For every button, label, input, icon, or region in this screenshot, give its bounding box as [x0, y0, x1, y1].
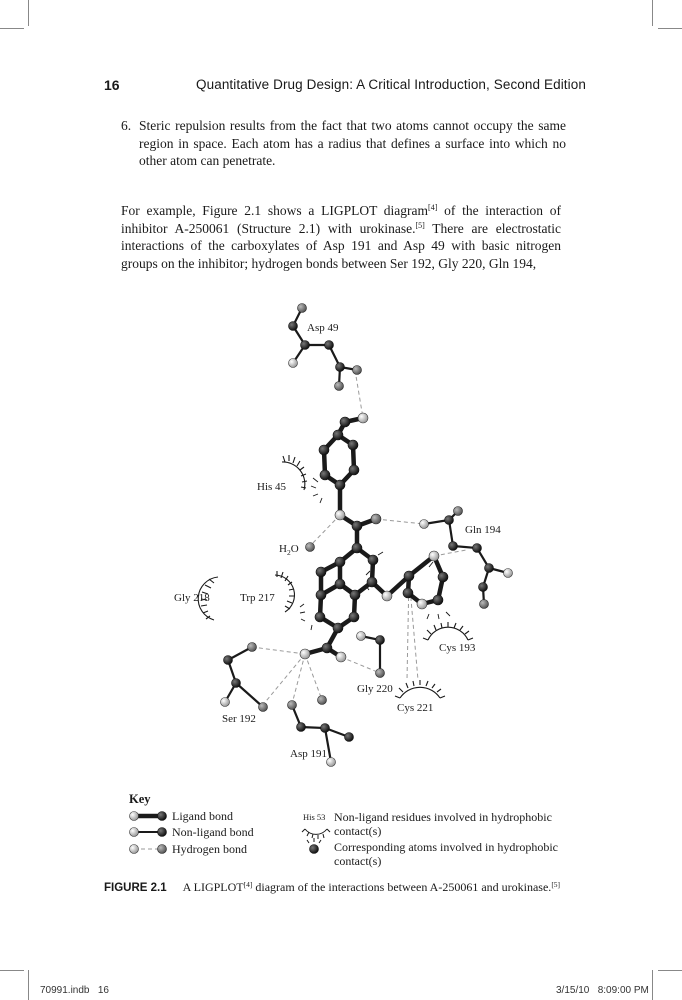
- atom: [376, 636, 385, 645]
- atom: [445, 516, 454, 525]
- atom: [335, 579, 345, 589]
- atom: [348, 440, 358, 450]
- atom: [321, 724, 330, 733]
- atom: [371, 514, 381, 524]
- atom: [320, 470, 330, 480]
- footer-file: 70991.indb 16: [40, 985, 109, 996]
- atom: [316, 567, 326, 577]
- running-head: Quantitative Drug Design: A Critical Introduction, Second Edition: [196, 77, 586, 92]
- atom: [449, 542, 458, 551]
- atom: [485, 564, 494, 573]
- residue-label-ser192: Ser 192: [222, 713, 256, 725]
- key-title: Key: [129, 792, 151, 806]
- residue-label-asp49: Asp 49: [307, 322, 339, 334]
- atom: [417, 599, 427, 609]
- caption-text: diagram of the interactions between A-250061 and urokinase.: [252, 880, 552, 894]
- atom: [350, 590, 360, 600]
- atom: [297, 723, 306, 732]
- residue-label-cys193: Cys 193: [439, 642, 476, 654]
- paragraph-text: For example, Figure 2.1 shows a LIGPLOT diagram: [121, 203, 429, 218]
- atom: [289, 359, 298, 368]
- atom: [433, 595, 443, 605]
- atom: [367, 577, 377, 587]
- atom: [327, 758, 336, 767]
- water-label: $H_2O$: [279, 543, 299, 557]
- citation-ref: [4]: [428, 203, 438, 212]
- atom: [336, 363, 345, 372]
- atom: [288, 701, 297, 710]
- atom: [322, 643, 332, 653]
- atom: [357, 632, 366, 641]
- page-number: 16: [104, 77, 120, 93]
- citation-ref: [5]: [415, 220, 425, 230]
- atom: [289, 322, 298, 331]
- atom: [335, 382, 344, 391]
- residue-label-his45: His 45: [257, 481, 287, 493]
- list-item-text: Steric repulsion results from the fact that two atoms cannot occupy the same region in space. Each atom has a radius that defines a surface into which no other atom can penetrate.: [139, 118, 566, 168]
- caption-text: A LIGPLOT: [182, 880, 244, 894]
- atom: [403, 588, 413, 598]
- atom: [352, 521, 362, 531]
- atom: [319, 445, 329, 455]
- residue-label-gln194: Gln 194: [465, 524, 501, 536]
- citation-ref: [4]: [243, 880, 253, 889]
- figure-caption: [104, 880, 560, 895]
- key-hydrophobic-atoms: Corresponding atoms involved in hydrophobic contact(s): [334, 840, 558, 868]
- atom: [301, 341, 310, 350]
- atom: [480, 600, 489, 609]
- key-nonligand-bond: Non-ligand bond: [172, 825, 254, 839]
- atom: [420, 520, 429, 529]
- residue-label-gly220: Gly 220: [357, 683, 393, 695]
- atom: [232, 679, 241, 688]
- paragraph-text: of the interaction of inhibitor A-250061 (Structure 2.1) with urokinase.: [121, 203, 561, 236]
- atom: [248, 643, 257, 652]
- atom: [259, 703, 268, 712]
- atom: [352, 543, 362, 553]
- atom: [454, 507, 463, 516]
- residue-label-asp191: Asp 191: [290, 748, 327, 760]
- atom: [479, 583, 488, 592]
- atom: [429, 551, 439, 561]
- water-atom: [306, 543, 315, 552]
- hydrophobic-contacts: [198, 455, 473, 698]
- key-hydrogen-bond: Hydrogen bond: [172, 842, 247, 856]
- key-example-residue: His 53: [303, 812, 326, 822]
- atom: [298, 304, 307, 313]
- atom: [336, 652, 346, 662]
- residue-label-gly218: Gly 218: [174, 592, 210, 604]
- list-item-number: 6.: [121, 118, 132, 133]
- atom: [335, 510, 345, 520]
- atom: [300, 649, 310, 659]
- key-hydrophobic-residues: Non-ligand residues involved in hydrophobic contact(s): [334, 810, 552, 838]
- figure-label: FIGURE 2.1: [104, 882, 167, 894]
- atom: [221, 698, 230, 707]
- key-ligand-bond: Ligand bond: [172, 809, 233, 823]
- atom: [333, 430, 343, 440]
- atom: [224, 656, 233, 665]
- atom: [438, 572, 448, 582]
- residue-label-trp217: Trp 217: [240, 592, 275, 604]
- atom: [335, 557, 345, 567]
- atom: [349, 465, 359, 475]
- atom: [340, 417, 350, 427]
- footer-timestamp: 3/15/10 8:09:00 PM: [556, 985, 649, 996]
- atom: [333, 623, 343, 633]
- atom: [504, 569, 513, 578]
- atom: [345, 733, 354, 742]
- atom: [473, 544, 482, 553]
- atom: [316, 590, 326, 600]
- paragraph-text: There are electrostatic interactions of the carboxylates of Asp 191 and Asp 49 with basic nitrogen groups on the inhibitor; hydrogen bonds between Ser 192, Gly 220, Gln 194,: [121, 220, 561, 271]
- residue-label-cys221: Cys 221: [397, 702, 434, 714]
- atom: [404, 571, 414, 581]
- citation-ref: [5]: [551, 880, 561, 889]
- atom: [325, 341, 334, 350]
- atom: [358, 413, 368, 423]
- atom: [368, 555, 378, 565]
- atom: [376, 669, 385, 678]
- atom: [349, 612, 359, 622]
- atom: [315, 612, 325, 622]
- atom: [353, 366, 362, 375]
- atom: [318, 696, 327, 705]
- atom: [335, 480, 345, 490]
- atom: [382, 591, 392, 601]
